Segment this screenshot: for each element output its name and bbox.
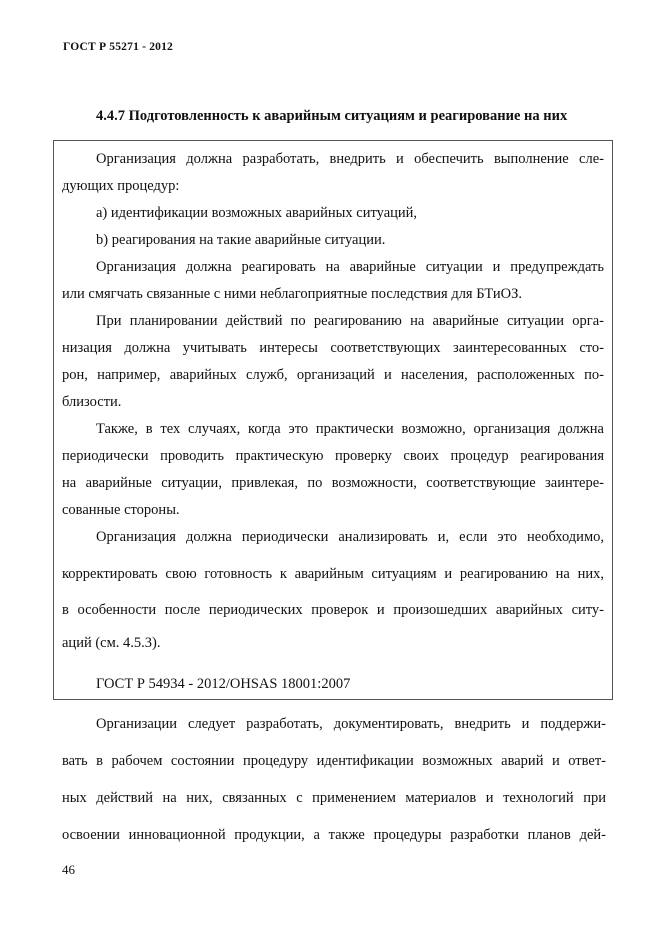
body-line: ных действий на них, связанных с применением материалов и технологий при [62, 790, 606, 806]
box-line: сованные стороны. [62, 502, 180, 518]
box-line: Также, в тех случаях, когда это практически возможно, организация должна [96, 421, 604, 437]
document-header: ГОСТ Р 55271 - 2012 [63, 41, 173, 53]
box-line: или смягчать связанные с ними неблагоприятные последствия для БТиОЗ. [62, 286, 522, 302]
box-line: b) реагирования на такие аварийные ситуации. [96, 232, 386, 248]
box-line: в особенности после периодических проверок и произошедших аварийных ситу- [62, 602, 604, 618]
box-line: корректировать свою готовность к аварийным ситуациям и реагированию на них, [62, 566, 604, 582]
box-line: Организация должна периодически анализировать и, если это необходимо, [96, 529, 604, 545]
standard-reference: ГОСТ Р 54934 - 2012/OHSAS 18001:2007 [96, 676, 351, 692]
box-line: а) идентификации возможных аварийных ситуаций, [96, 205, 418, 221]
box-line: Организация должна разработать, внедрить и обеспечить выполнение сле- [96, 151, 604, 167]
body-line: Организации следует разработать, документировать, внедрить и поддержи- [96, 716, 606, 732]
page-number: 46 [62, 862, 75, 877]
body-line: вать в рабочем состоянии процедуру идентификации возможных аварий и ответ- [62, 753, 606, 769]
box-line: периодически проводить практическую проверку своих процедур реагирования [62, 448, 604, 464]
box-line: При планировании действий по реагированию на аварийные ситуации орга- [96, 313, 604, 329]
box-line: близости. [62, 394, 122, 410]
box-line: низация должна учитывать интересы соответствующих заинтересованных сто- [62, 340, 604, 356]
box-line: Организация должна реагировать на аварийные ситуации и предупреждать [96, 259, 604, 275]
box-line: дующих процедур: [62, 178, 180, 194]
box-line: рон, например, аварийных служб, организаций и населения, расположенных по- [62, 367, 604, 383]
box-line: аций (см. 4.5.3). [62, 635, 161, 651]
body-line: освоении инновационной продукции, а также процедуры разработки планов дей- [62, 827, 606, 843]
section-heading: 4.4.7 Подготовленность к аварийным ситуациям и реагирование на них [96, 108, 568, 124]
box-line: на аварийные ситуации, привлекая, по возможности, соответствующие заинтере- [62, 475, 604, 491]
